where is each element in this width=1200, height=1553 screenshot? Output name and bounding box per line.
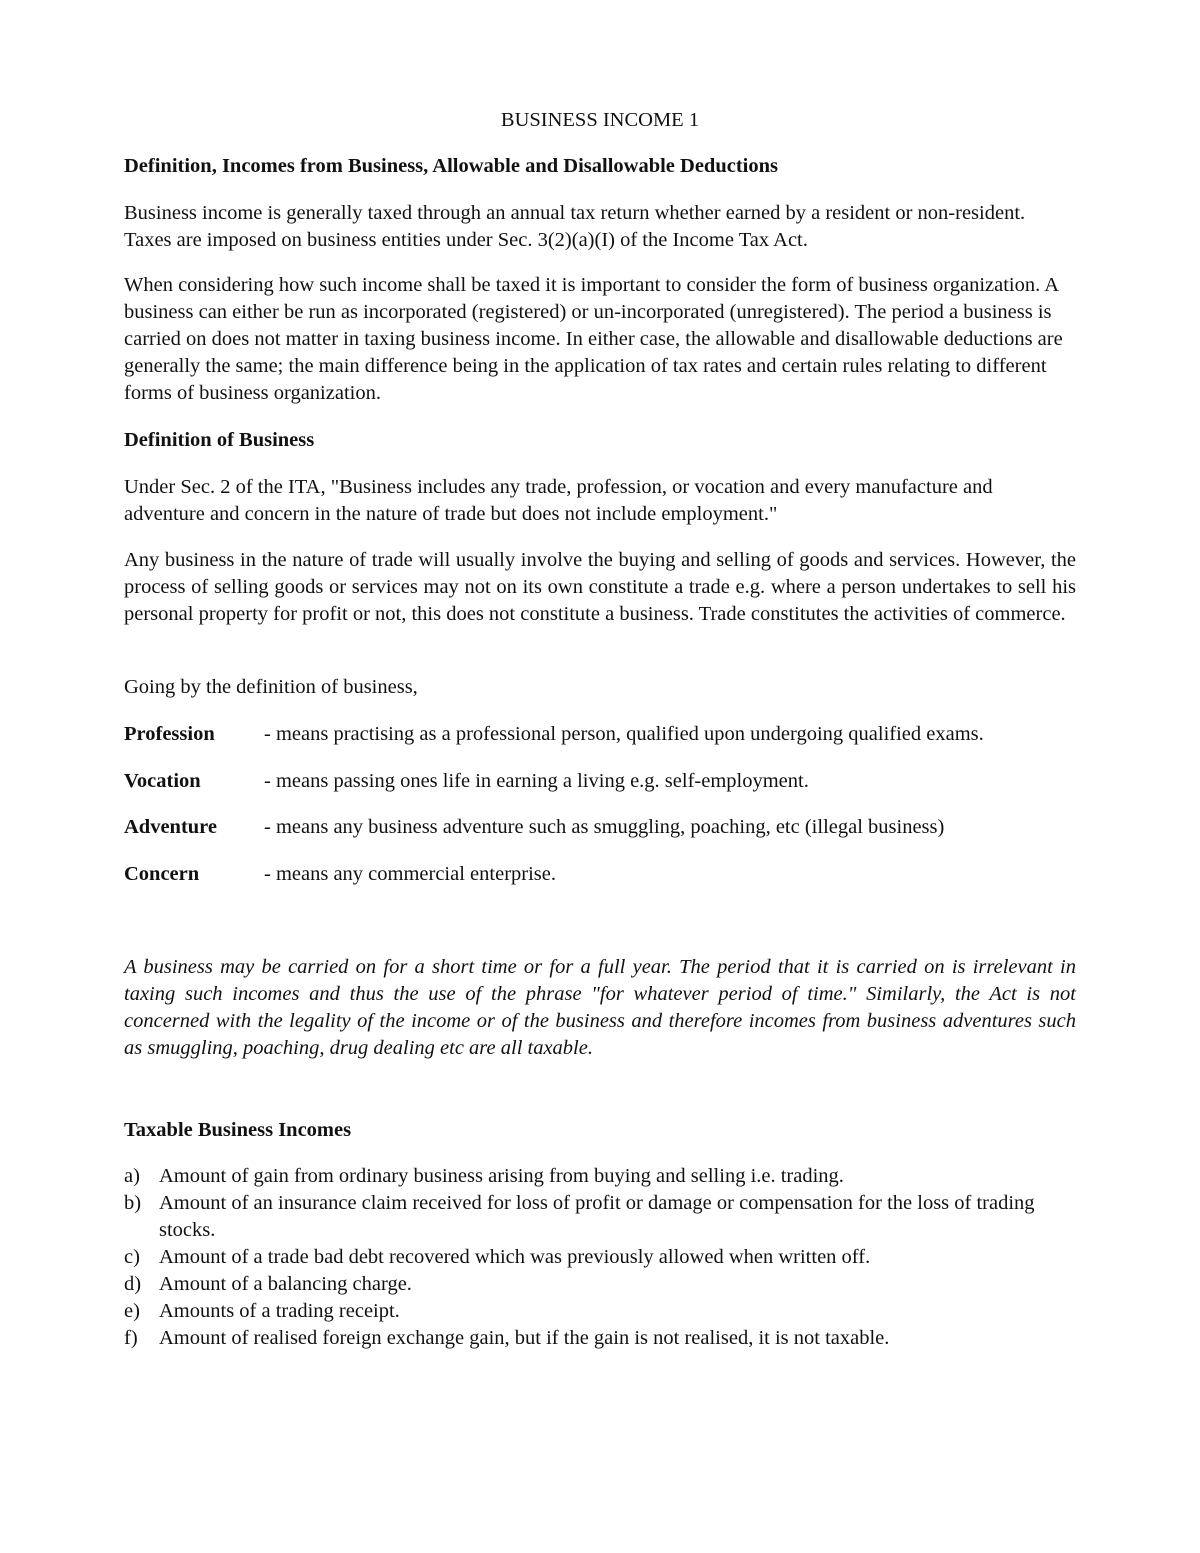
list-item	[124, 1298, 1076, 1325]
term-row	[124, 721, 1076, 748]
list-marker: a)	[124, 1165, 140, 1187]
list-text: Amount of gain from ordinary business arising from buying and selling i.e. trading.	[159, 1165, 844, 1187]
term-label: Concern	[124, 863, 200, 885]
term-row	[124, 861, 1076, 888]
definition-paragraph-1: Under Sec. 2 of the ITA, "Business includes any trade, profession, or vocation and every manufacture and adventure and concern in the nature of trade but does not include employment."	[124, 476, 993, 525]
taxable-heading: Taxable Business Incomes	[124, 1119, 352, 1141]
term-definition: - means any commercial enterprise.	[264, 863, 556, 885]
term-row	[124, 814, 1076, 841]
definition-paragraph-2: Any business in the nature of trade will usually involve the buying and selling of goods and services. However, the process of selling goods or services may not on its own constitute a trade e.g. where a person undertakes to sell his personal property for profit or not, this does not constitute a business. Trade constitutes the activities of commerce.	[124, 549, 1076, 625]
list-marker: b)	[124, 1192, 142, 1214]
list-marker: f)	[124, 1327, 138, 1349]
term-row	[124, 768, 1076, 795]
list-text: Amount of a trade bad debt recovered which was previously allowed when written off.	[159, 1246, 871, 1268]
list-text: Amount of realised foreign exchange gain, but if the gain is not realised, it is not taxable.	[159, 1327, 890, 1349]
term-definition: - means practising as a professional person, qualified upon undergoing qualified exams.	[264, 723, 984, 745]
list-text: Amounts of a trading receipt.	[159, 1300, 400, 1322]
document-title: BUSINESS INCOME 1	[500, 109, 700, 131]
document-subtitle: Definition, Incomes from Business, Allowable and Disallowable Deductions	[124, 155, 778, 177]
list-text: Amount of a balancing charge.	[159, 1273, 412, 1295]
list-item	[124, 1163, 1076, 1190]
italic-note: A business may be carried on for a short time or for a full year. The period that it is carried on is irrelevant in taxing such incomes and thus the use of the phrase "for whatever period of time." Similarly, the Act is not concerned with the legality of the income or of the business and therefore incomes from business adventures such as smuggling, poaching, drug dealing etc are all taxable.	[124, 956, 1076, 1059]
definition-paragraph-3: Going by the definition of business,	[124, 676, 418, 698]
intro-paragraph-1: Business income is generally taxed through an annual tax return whether earned by a resident or non-resident. Taxes are imposed on business entities under Sec. 3(2)(a)(I) of the Income Tax Act.	[124, 202, 1026, 251]
term-label: Vocation	[124, 770, 201, 792]
taxable-list	[124, 1163, 1076, 1352]
term-definition: - means passing ones life in earning a living e.g. self-employment.	[264, 770, 809, 792]
list-text: Amount of an insurance claim received for loss of profit or damage or compensation for the loss of trading stocks.	[159, 1192, 1035, 1241]
list-item	[124, 1244, 1076, 1271]
intro-paragraph-2: When considering how such income shall be taxed it is important to consider the form of business organization. A business can either be run as incorporated (registered) or un-incorporated (unregistered). The period a business is carried on does not matter in taxing business income. In either case, the allowable and disallowable deductions are generally the same; the main difference being in the application of tax rates and certain rules relating to different forms of business organization.	[124, 274, 1063, 404]
definition-heading: Definition of Business	[124, 429, 315, 451]
term-label: Adventure	[124, 816, 218, 838]
list-marker: c)	[124, 1246, 140, 1268]
list-item	[124, 1271, 1076, 1298]
list-item	[124, 1190, 1076, 1244]
list-marker: e)	[124, 1300, 140, 1322]
list-marker: d)	[124, 1273, 142, 1295]
term-definition: - means any business adventure such as smuggling, poaching, etc (illegal business)	[264, 816, 945, 838]
list-item	[124, 1325, 1076, 1352]
term-label: Profession	[124, 723, 215, 745]
